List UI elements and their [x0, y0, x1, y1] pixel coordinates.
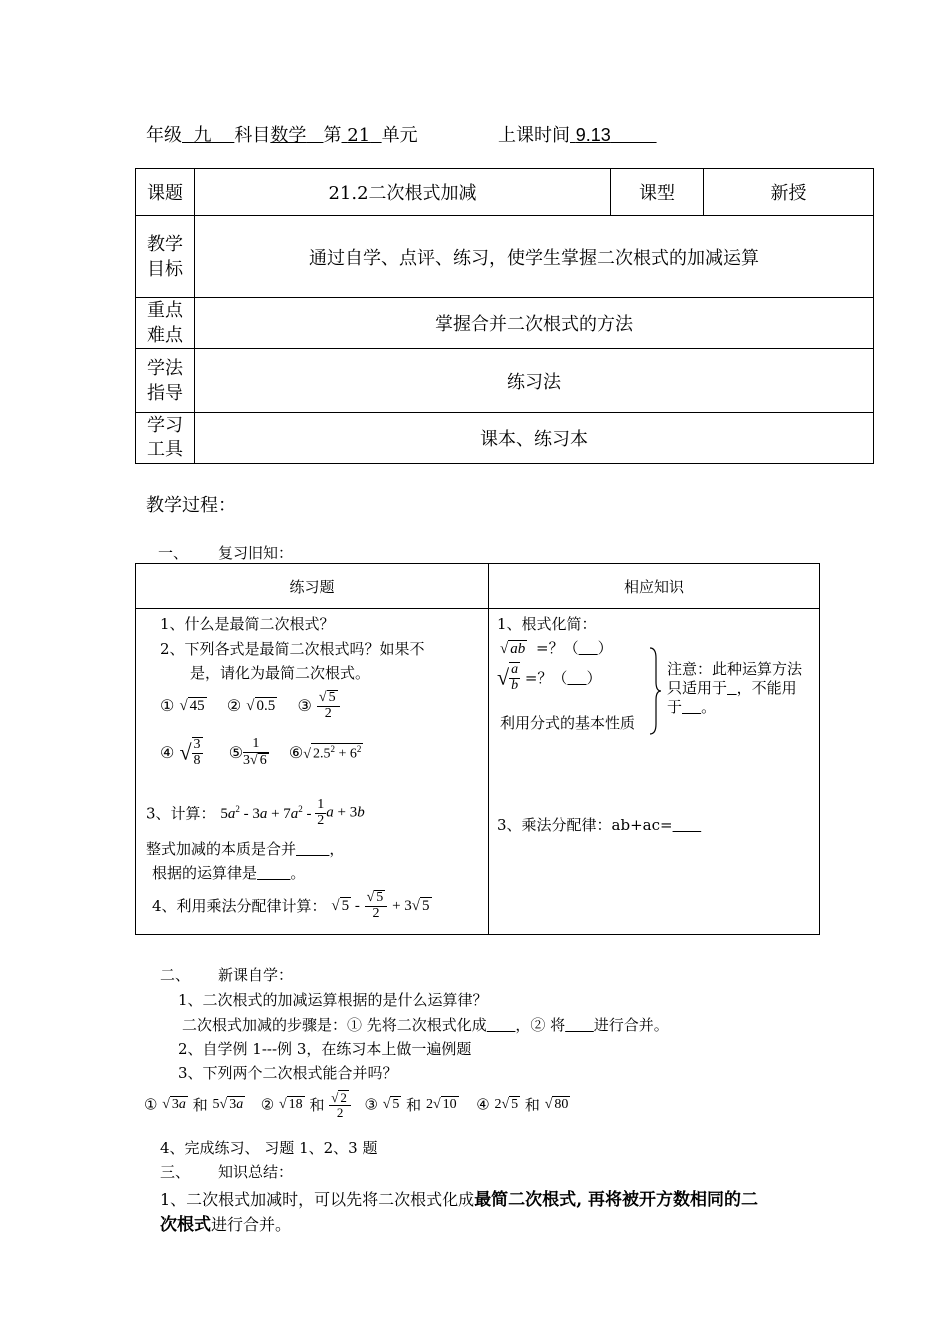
subject-value: 数学: [270, 125, 307, 146]
radicals-row2: ④ √ $\frac{3}{8}$ ⑤ $\frac{1}{3√ 6}$ ⑥√ $2.5^2 + 6^2$: [160, 736, 362, 768]
q2-line1: 2、下列各式是最简二次根式吗？如果不: [160, 640, 425, 658]
header-line: [146, 121, 418, 147]
method-label: 学法指导: [136, 349, 195, 413]
radical-pairs: ① √ 3a 和 5√ 3a ② √ 18 和 $\frac{√ 2}{2}$ ③ √ 5 和 2√ 10 ④ 2√ 5 和 √ 80: [144, 1090, 569, 1120]
type-label: 课型: [611, 169, 704, 216]
q3-note1: 整式加减的本质是合并 ，: [146, 840, 345, 858]
col-knowledge: 相应知识: [489, 564, 820, 609]
section2-item1b: 二次根式加减的步骤是：① 先将二次根式化成 ，② 将 进行合并。: [182, 1016, 669, 1034]
col-exercises: 练习题: [136, 564, 489, 609]
summary-line2: 次根式进行合并。: [160, 1215, 292, 1235]
unit-prefix: 第: [323, 125, 342, 146]
brace-icon: [646, 646, 662, 736]
brace-note-line3: 于 。: [667, 698, 717, 716]
grade-value: 九: [193, 125, 212, 146]
info-table: [135, 168, 874, 464]
q2-line2: 是，请化为最简二次根式。: [190, 664, 371, 682]
summary-line1: 1、二次根式加减时，可以先将二次根式化成最简二次根式, 再将被开方数相同的二: [160, 1190, 759, 1210]
tools-label: 学习工具: [136, 413, 195, 464]
q4: 4、利用乘法分配律计算： √ 5 - $\frac{√ 5}{2}$ + 3√ 5: [152, 890, 430, 921]
brace-note-line1: 注意：此种运算方法: [667, 660, 803, 678]
time-line: [498, 121, 657, 147]
section1-title: 一、 复习旧知：: [158, 544, 294, 562]
topic-value: 21.2二次根式加减: [195, 169, 611, 216]
section2-item1: 1、二次根式的加减运算根据的是什么运算律？: [178, 991, 488, 1009]
r1-eq1: √ ab =？（ ）: [500, 639, 613, 657]
time-label: 上课时间: [498, 125, 570, 146]
section2-title: 二、 新课自学：: [160, 966, 294, 984]
unit-value: 21: [347, 125, 371, 146]
section2-item2: 2、自学例 1---例 3，在练习本上做一遍例题: [178, 1040, 472, 1058]
q3: 3、计算： $5a^2 - 3a + 7a^2$ - $\frac{1}{2}$ a + 3b: [146, 797, 365, 828]
focus-value: 掌握合并二次根式的方法: [195, 298, 874, 349]
tools-value: 课本、练习本: [195, 413, 874, 464]
r1-note: 利用分式的基本性质: [500, 714, 636, 732]
radicals-row1: ① √ 45 ② √ 0.5 ③ $\frac{√ 5}{2}$: [160, 690, 340, 721]
q3-note2: 根据的运算律是 。: [152, 864, 306, 882]
section3-title: 三、 知识总结：: [160, 1163, 294, 1181]
r1-eq2: √ $\frac{a}{b}$ =？（ ）: [497, 662, 602, 693]
time-value: 9.13: [575, 125, 611, 145]
goal-label: 教学目标: [136, 216, 195, 298]
topic-label: 课题: [136, 169, 195, 216]
r1: 1、根式化简：: [497, 615, 597, 633]
focus-label: 重点难点: [136, 298, 195, 349]
goal-value: 通过自学、点评、练习，使学生掌握二次根式的加减运算: [195, 216, 874, 298]
section2-item3: 3、下列两个二次根式能合并吗？: [178, 1064, 398, 1082]
method-value: 练习法: [195, 349, 874, 413]
process-title: 教学过程：: [146, 495, 236, 516]
q1: 1、什么是最简二次根式？: [160, 615, 335, 633]
section2-item4: 4、完成练习、 习题 1、2、3 题: [160, 1139, 378, 1157]
subject-label: 科目: [234, 125, 271, 146]
brace-note-line2: 只适用于 ，不能用: [667, 679, 797, 697]
type-value: 新授: [704, 169, 874, 216]
r3: 3、乘法分配律：ab+ac=: [497, 816, 673, 834]
grade-label: 年级: [146, 125, 182, 146]
unit-suffix: 单元: [381, 125, 418, 146]
